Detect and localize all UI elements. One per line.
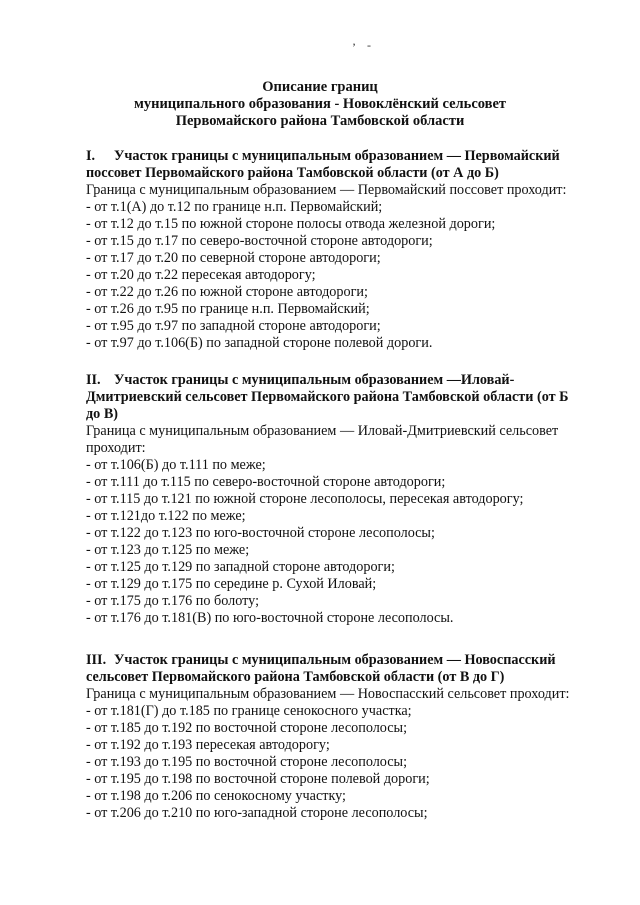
- list-item: - от т.175 до т.176 по болоту;: [86, 593, 260, 609]
- title-line: муниципального образования - Новоклёнский сельсовет: [133, 96, 507, 112]
- heading-line: сельсовет Первомайского района Тамбовской области (от В до Г): [86, 669, 505, 685]
- section-intro: Граница с муниципальным образованием — Новоспасский сельсовет проходит:: [86, 686, 570, 702]
- list-item: - от т.1(А) до т.12 по границе н.п. Первомайский;: [86, 199, 383, 215]
- list-item: - от т.95 до т.97 по западной стороне автодороги;: [86, 318, 381, 334]
- section-number: I.: [86, 148, 96, 164]
- section-1: [86, 148, 606, 352]
- section-intro: проходит:: [86, 440, 146, 456]
- section-3: [86, 652, 606, 822]
- list-item: - от т.193 до т.195 по восточной стороне лесополосы;: [86, 754, 408, 770]
- list-item: - от т.111 до т.115 по северо-восточной стороне автодороги;: [86, 474, 446, 490]
- section-heading: [86, 372, 606, 389]
- list-item: - от т.17 до т.20 по северной стороне автодороги;: [86, 250, 381, 266]
- list-item: - от т.97 до т.106(Б) по западной стороне полевой дороги.: [86, 335, 433, 351]
- heading-line: Участок границы с муниципальным образованием —Иловай-: [114, 372, 515, 388]
- list-item: - от т.206 до т.210 по юго-западной стороне лесополосы;: [86, 805, 428, 821]
- scan-mark: ’: [352, 40, 356, 54]
- heading-line: Участок границы с муниципальным образованием — Первомайский: [114, 148, 560, 164]
- list-item: - от т.122 до т.123 по юго-восточной стороне лесополосы;: [86, 525, 435, 541]
- list-item: - от т.106(Б) до т.111 по меже;: [86, 457, 266, 473]
- section-intro: Граница с муниципальным образованием — Иловай-Дмитриевский сельсовет: [86, 423, 559, 439]
- list-item: - от т.129 до т.175 по середине р. Сухой Иловай;: [86, 576, 377, 592]
- title-line: Описание границ: [262, 79, 378, 95]
- list-item: - от т.115 до т.121 по южной стороне лесополосы, пересекая автодорогу;: [86, 491, 524, 507]
- list-item: - от т.192 до т.193 пересекая автодорогу;: [86, 737, 330, 753]
- list-item: - от т.15 до т.17 по северо-восточной стороне автодороги;: [86, 233, 433, 249]
- section-number: III.: [86, 652, 107, 668]
- list-item: - от т.26 до т.95 по границе н.п. Первомайский;: [86, 301, 370, 317]
- scan-mark: -: [367, 38, 371, 52]
- section-number: II.: [86, 372, 101, 388]
- section-intro: Граница с муниципальным образованием — Первомайский поссовет проходит:: [86, 182, 567, 198]
- heading-line: до В): [86, 406, 119, 422]
- list-item: - от т.176 до т.181(В) по юго-восточной стороне лесополосы.: [86, 610, 454, 626]
- document-title: [0, 79, 640, 130]
- heading-line: Дмитриевский сельсовет Первомайского района Тамбовской области (от Б: [86, 389, 569, 405]
- section-2: [86, 372, 606, 627]
- list-item: - от т.125 до т.129 по западной стороне автодороги;: [86, 559, 395, 575]
- list-item: - от т.123 до т.125 по меже;: [86, 542, 250, 558]
- section-heading: [86, 148, 606, 165]
- list-item: - от т.181(Г) до т.185 по границе сенокосного участка;: [86, 703, 412, 719]
- heading-line: поссовет Первомайского района Тамбовской области (от А до Б): [86, 165, 499, 181]
- list-item: - от т.198 до т.206 по сенокосному участку;: [86, 788, 346, 804]
- section-heading: [86, 652, 606, 669]
- list-item: - от т.22 до т.26 по южной стороне автодороги;: [86, 284, 368, 300]
- list-item: - от т.195 до т.198 по восточной стороне полевой дороги;: [86, 771, 430, 787]
- list-item: - от т.12 до т.15 по южной стороне полосы отвода железной дороги;: [86, 216, 496, 232]
- list-item: - от т.185 до т.192 по восточной стороне лесополосы;: [86, 720, 408, 736]
- title-line: Первомайского района Тамбовской области: [175, 113, 465, 129]
- list-item: - от т.20 до т.22 пересекая автодорогу;: [86, 267, 316, 283]
- list-item: - от т.121до т.122 по меже;: [86, 508, 246, 524]
- heading-line: Участок границы с муниципальным образованием — Новоспасский: [114, 652, 556, 668]
